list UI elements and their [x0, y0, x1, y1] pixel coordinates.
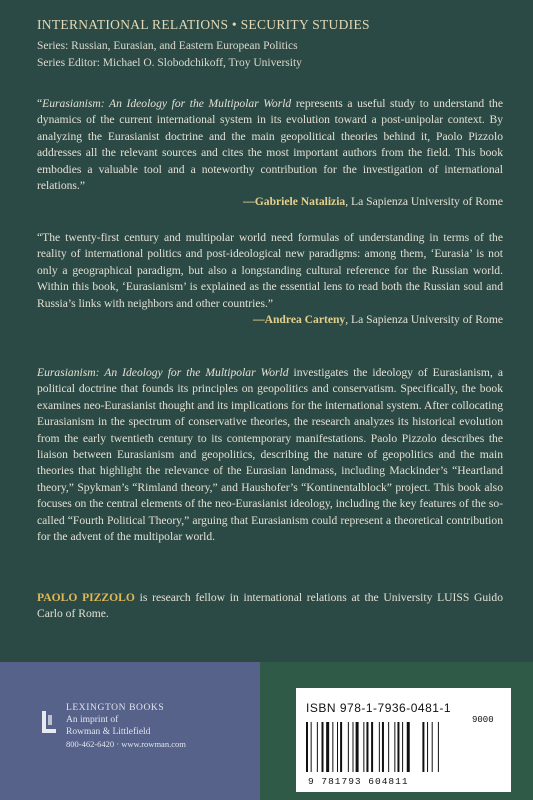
book-title-italic: Eurasianism: An Ideology for the Multipolar World	[42, 97, 292, 110]
barcode-number: 9 781793 604811	[308, 776, 409, 787]
book-description	[37, 365, 503, 545]
quote-attribution	[37, 312, 503, 328]
isbn-label: ISBN 978-1-7936-0481-1	[306, 701, 452, 715]
bio-text: is research fellow in international relations at the University LUISS Guido Carlo of Rome.	[37, 591, 503, 621]
publisher-info	[66, 702, 186, 750]
publisher-name: LEXINGTON BOOKS	[66, 703, 165, 713]
author-name: PAOLO PIZZOLO	[37, 591, 135, 604]
price-code: 9000	[472, 715, 494, 725]
book-title-italic: Eurasianism: An Ideology for the Multipolar World	[37, 366, 289, 379]
imprint-line: An imprint of	[66, 715, 119, 725]
quote-attribution	[37, 194, 503, 210]
series-name: Series: Russian, Eurasian, and Eastern European Politics	[37, 40, 298, 52]
parent-publisher: Rowman & Littlefield	[66, 727, 151, 737]
quote-affiliation: , La Sapienza University of Rome	[345, 195, 503, 209]
endorsement-quote-1: “Eurasianism: An Ideology for the Multipolar World represents a useful study to understand the dynamics of the current international system in its evolution toward a post-unipolar context. By analyzing the Eurasianist doctrine and the main geopolitical theories behind it, Paolo Pizzolo addresses all the relevant sources and cites the most important authors from the field. This book embodies a valuable tool and a noteworthy contribution for the investigation of international relations.” —Gabriele Natalizia, La Sapienza University of Rome	[37, 96, 503, 211]
quote-text: represents a useful study to understand the dynamics of the current international system in its evolution toward a post-unipolar context. By analyzing the Eurasianist doctrine and the main geopolitical theories behind it, Paolo Pizzolo addresses all the relevant sources and cites the most important authors from the field. This book embodies a valuable tool and a noteworthy contribution for the investigation of international relations.”	[37, 97, 503, 193]
series-editor: Series Editor: Michael O. Slobodchikoff, Troy University	[37, 57, 302, 69]
quote-author: —Gabriele Natalizia	[243, 195, 346, 209]
publisher-panel	[0, 662, 260, 800]
barcode-panel	[296, 688, 511, 792]
lexington-logo-icon	[38, 709, 58, 737]
publisher-contact: 800-462-6420 · www.rowman.com	[66, 739, 186, 749]
barcode-image	[304, 722, 504, 780]
description-text: investigates the ideology of Eurasianism, a political doctrine that founds its principles on geopolitics and conservatism. Specifically, the book examines neo-Eurasianist thought and its implications for the international system. After collocating Eurasianism in the spectrum of conservative theories, the research analyzes its historical evolution from the early twentieth century to its contemporary manifestations. Paolo Pizzolo describes the liaison between Eurasianism and geopolitics, describing the nature of geopolitics and the main theories that highlight the relevance of the Eurasian landmass, including Mackinder’s “Heartland theory,” Spykman’s “Rimland theory,” and Haushofer’s “Kontinentalblock” project. This book also focuses on the central elements of the neo-Eurasianist ideology, including the key features of the so-called “Fourth Political Theory,” arguing that Eurasianism could represent a theoretical contribution for the advent of the multipolar world.	[37, 366, 503, 544]
quote-author: —Andrea Carteny	[253, 313, 346, 327]
series-info	[37, 38, 503, 72]
quote-affiliation: , La Sapienza University of Rome	[345, 313, 503, 327]
quote-text: “The twenty-first century and multipolar world need formulas of understanding in terms of the reality of international politics and post-ideological new paradigms: among them, ‘Eurasia’ is not only a geographical paradigm, but also a longstanding cultural reference for the Russian world. Within this book, ‘Eurasianism’ is explained as the essential lens to read both the Russian soul and Russia’s links with neighbors and other countries.”	[37, 231, 503, 310]
endorsement-quote-2	[37, 230, 503, 328]
cover-footer	[0, 662, 533, 800]
category-line: INTERNATIONAL RELATIONS • SECURITY STUDIES	[37, 17, 370, 32]
author-bio	[37, 590, 503, 623]
